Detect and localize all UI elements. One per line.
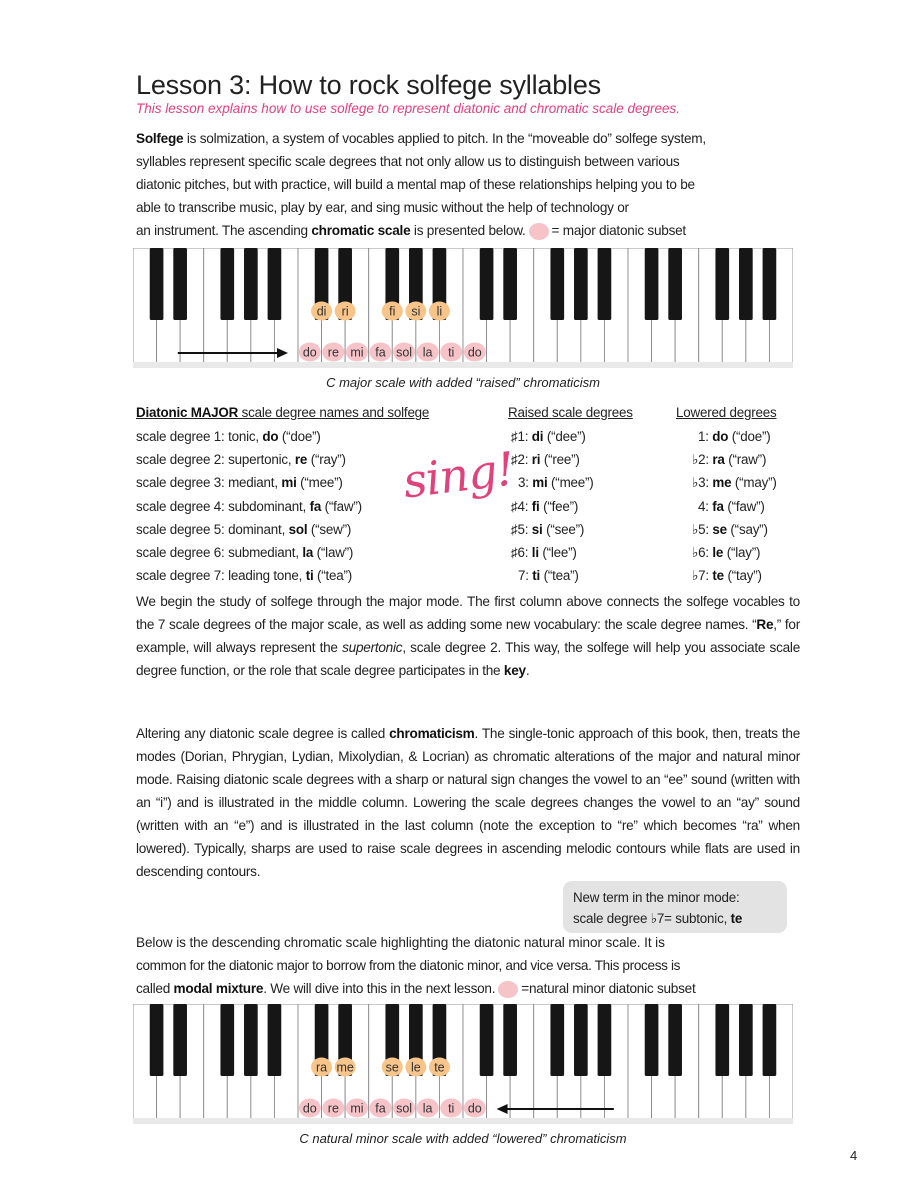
table-cell-raised-5: ♯5: si (“see”) (511, 521, 585, 537)
black-key (645, 1004, 659, 1076)
term-solfege: Solfege (136, 131, 184, 146)
major-subset-legend: = major diatonic subset (551, 223, 686, 238)
black-key (715, 1004, 729, 1076)
black-key (645, 248, 659, 320)
table-cell-raised-7: 7: ti (“tea”) (518, 568, 579, 584)
table-cell-raised-3: 3: mi (“mee”) (518, 475, 594, 491)
diatonic-syllable: do (467, 345, 482, 360)
chromatic-syllable: si (411, 304, 421, 319)
para4-line-3: called (136, 981, 174, 996)
diatonic-syllable: fa (375, 1101, 386, 1116)
callout-line-1: New term in the minor mode: (573, 890, 740, 905)
black-key (268, 1004, 282, 1076)
keyboard-major (133, 248, 793, 368)
keyboard-base (133, 362, 793, 368)
black-key (763, 248, 777, 320)
intro-line-1: is solmization, a system of vocables applied to pitch. In the “moveable do” solfege system, (183, 131, 706, 146)
para2-bold-key: key (503, 663, 526, 678)
para2-italic-supertonic: supertonic (342, 640, 403, 655)
intro-line-5: an instrument. The ascending (136, 223, 312, 238)
black-key (150, 1004, 164, 1076)
chromatic-syllable: li (436, 304, 443, 319)
table-cell-lowered-2: ♭2: ra (“raw”) (692, 452, 767, 468)
paragraph-major-mode (136, 590, 800, 682)
diatonic-syllable: sol (396, 1101, 413, 1116)
paragraph-chromaticism (136, 722, 800, 883)
black-key (244, 248, 258, 320)
para3-text-2: . The single-tonic approach of this book, then, treats the modes (Dorian, Phrygian, Lydian, Mixolydian, & Locrian) as chromatic alterations of the major and natural minor mode. Raising diatonic scale degrees with a sharp or natural sign changes the vowel to an “ee” sound (written with an “i”) and is illustrated in the middle column. Lowering the scale degrees changes the vowel to an “ay” sound (written with an “e”) and is illustrated in the last column (note the exception to “re” which becomes “ra” when lowered). Typically, sharps are used to raise scale degrees in ascending melodic contours while flats are used in descending contours. (136, 726, 801, 879)
diatonic-syllable: la (422, 1101, 433, 1116)
diatonic-syllable: sol (396, 345, 413, 360)
black-key (739, 1004, 753, 1076)
black-key (668, 1004, 682, 1076)
black-key (244, 1004, 258, 1076)
black-key (150, 248, 164, 320)
para4-line-2: common for the diatonic major to borrow from the diatonic minor, and vice versa. This process is (136, 958, 681, 973)
chromatic-syllable: ri (341, 304, 349, 319)
chromatic-syllable: te (434, 1060, 445, 1075)
black-key (173, 1004, 187, 1076)
diatonic-syllable: ti (448, 1101, 455, 1116)
black-key (268, 248, 282, 320)
black-key (480, 1004, 494, 1076)
table-header-diatonic-rest: scale degree names and solfege (238, 405, 430, 420)
black-key (598, 1004, 612, 1076)
intro-line-3: diatonic pitches, but with practice, will build a mental map of these relationships helping you to be (136, 177, 695, 192)
diatonic-syllable: re (327, 345, 339, 360)
black-key (220, 248, 234, 320)
table-cell-lowered-1: 1: do (“doe”) (698, 429, 771, 444)
paragraph-modal-mixture (136, 931, 800, 1000)
diatonic-syllable: fa (375, 345, 386, 360)
para2-text-3: , scale degree 2. This way, the solfege will help you associate scale degree function, or the role that scale degree participates in the (136, 640, 801, 678)
diatonic-syllable: ti (448, 345, 455, 360)
keyboard-minor (133, 1004, 793, 1124)
table-header-diatonic (136, 405, 429, 420)
black-key (763, 1004, 777, 1076)
table-cell-lowered-6: ♭6: le (“lay”) (692, 545, 761, 560)
black-key (173, 248, 187, 320)
keyboard-major-caption: C major scale with added “raised” chromaticism (326, 375, 600, 390)
black-key (503, 1004, 517, 1076)
intro-line-5-end: is presented below. (410, 223, 526, 238)
term-modal-mixture: modal mixture (173, 981, 264, 996)
para2-text-4: . (525, 663, 530, 678)
sing-handwritten: sing! (400, 441, 517, 509)
para2-text-2: ,” for example, will always represent the (136, 617, 800, 655)
intro-line-4: able to transcribe music, play by ear, and sing music without the help of technology or (136, 200, 629, 215)
minor-mode-callout (563, 881, 787, 933)
diatonic-syllable: do (302, 345, 317, 360)
table-cell-lowered-4: 4: fa (“faw”) (698, 498, 765, 514)
table-cell-raised-4: ♯4: fi (“fee”) (511, 498, 579, 514)
black-key (550, 1004, 564, 1076)
black-key (480, 248, 494, 320)
black-key (715, 248, 729, 320)
black-key (668, 248, 682, 320)
table-header-lowered: Lowered degrees (676, 405, 777, 420)
table-cell-raised-1: ♯1: di (“dee”) (511, 429, 586, 444)
table-cell-lowered-5: ♭5: se (“say”) (692, 521, 768, 537)
term-chromatic-scale: chromatic scale (311, 223, 411, 238)
callout-line-2-text: scale degree ♭7= subtonic, (573, 911, 731, 926)
table-cell-lowered-7: ♭7: te (“tay”) (692, 568, 762, 584)
black-key (598, 248, 612, 320)
table-cell-diatonic-3: scale degree 3: mediant, mi (“mee”) (136, 475, 343, 491)
chromatic-syllable: me (336, 1060, 354, 1075)
black-key (550, 248, 564, 320)
intro-line-2: syllables represent specific scale degrees that not only allow us to distinguish between various (136, 154, 680, 169)
black-key (574, 248, 588, 320)
chromatic-syllable: fi (389, 304, 396, 319)
chromatic-syllable: le (410, 1060, 421, 1075)
keyboard-base (133, 1118, 793, 1124)
keyboard-minor-caption: C natural minor scale with added “lowered” chromaticism (299, 1131, 627, 1146)
diatonic-syllable: re (327, 1101, 339, 1116)
minor-subset-legend-dot (498, 981, 518, 998)
table-header-diatonic-bold: Diatonic MAJOR (136, 405, 239, 420)
diatonic-syllable: do (467, 1101, 482, 1116)
intro-paragraph (136, 127, 800, 242)
diatonic-syllable: mi (350, 345, 364, 360)
table-cell-diatonic-7: scale degree 7: leading tone, ti (“tea”) (136, 568, 353, 584)
diatonic-syllable: do (302, 1101, 317, 1116)
major-subset-legend-dot (529, 223, 549, 240)
para2-bold-re: Re (756, 617, 774, 632)
para4-line-1: Below is the descending chromatic scale highlighting the diatonic natural minor scale. It is (136, 935, 665, 950)
table-cell-diatonic-4: scale degree 4: subdominant, fa (“faw”) (136, 498, 362, 514)
table-cell-diatonic-5: scale degree 5: dominant, sol (“sew”) (136, 521, 352, 537)
black-key (574, 1004, 588, 1076)
table-cell-diatonic-1: scale degree 1: tonic, do (“doe”) (136, 429, 321, 444)
callout-term-te: te (730, 911, 743, 926)
para3-bold-chromaticism: chromaticism (389, 726, 475, 741)
table-cell-raised-6: ♯6: li (“lee”) (511, 545, 577, 560)
table-cell-diatonic-2: scale degree 2: supertonic, re (“ray”) (136, 452, 346, 468)
para2-text-1: We begin the study of solfege through the major mode. The first column above connects the solfege vocables to the 7 scale degrees of the major scale, as well as adding some new vocabulary: the scale degree names. “ (136, 594, 800, 632)
page-number: 4 (850, 1148, 858, 1163)
para3-text-1: Altering any diatonic scale degree is called (136, 726, 390, 741)
black-key (739, 248, 753, 320)
diatonic-syllable: la (422, 345, 433, 360)
chromatic-syllable: di (316, 304, 327, 319)
table-header-raised: Raised scale degrees (508, 405, 633, 420)
table-cell-lowered-3: ♭3: me (“may”) (692, 475, 777, 491)
page-subtitle: This lesson explains how to use solfege to represent diatonic and chromatic scale degrees. (136, 101, 681, 116)
chromatic-syllable: ra (316, 1060, 328, 1075)
black-key (220, 1004, 234, 1076)
para4-line-3-end: . We will dive into this in the next lesson. (263, 981, 496, 996)
diatonic-syllable: mi (350, 1101, 364, 1116)
black-key (503, 248, 517, 320)
chromatic-syllable: se (385, 1060, 399, 1075)
keyboard-minor-svg (133, 1004, 793, 1124)
callout-line-2 (573, 908, 787, 929)
table-cell-diatonic-6: scale degree 6: submediant, la (“law”) (136, 545, 354, 560)
table-cell-raised-2: ♯2: ri (“ree”) (511, 452, 580, 468)
minor-subset-legend: =natural minor diatonic subset (521, 981, 696, 996)
keyboard-major-svg (133, 248, 793, 368)
page-title: Lesson 3: How to rock solfege syllables (136, 70, 601, 100)
